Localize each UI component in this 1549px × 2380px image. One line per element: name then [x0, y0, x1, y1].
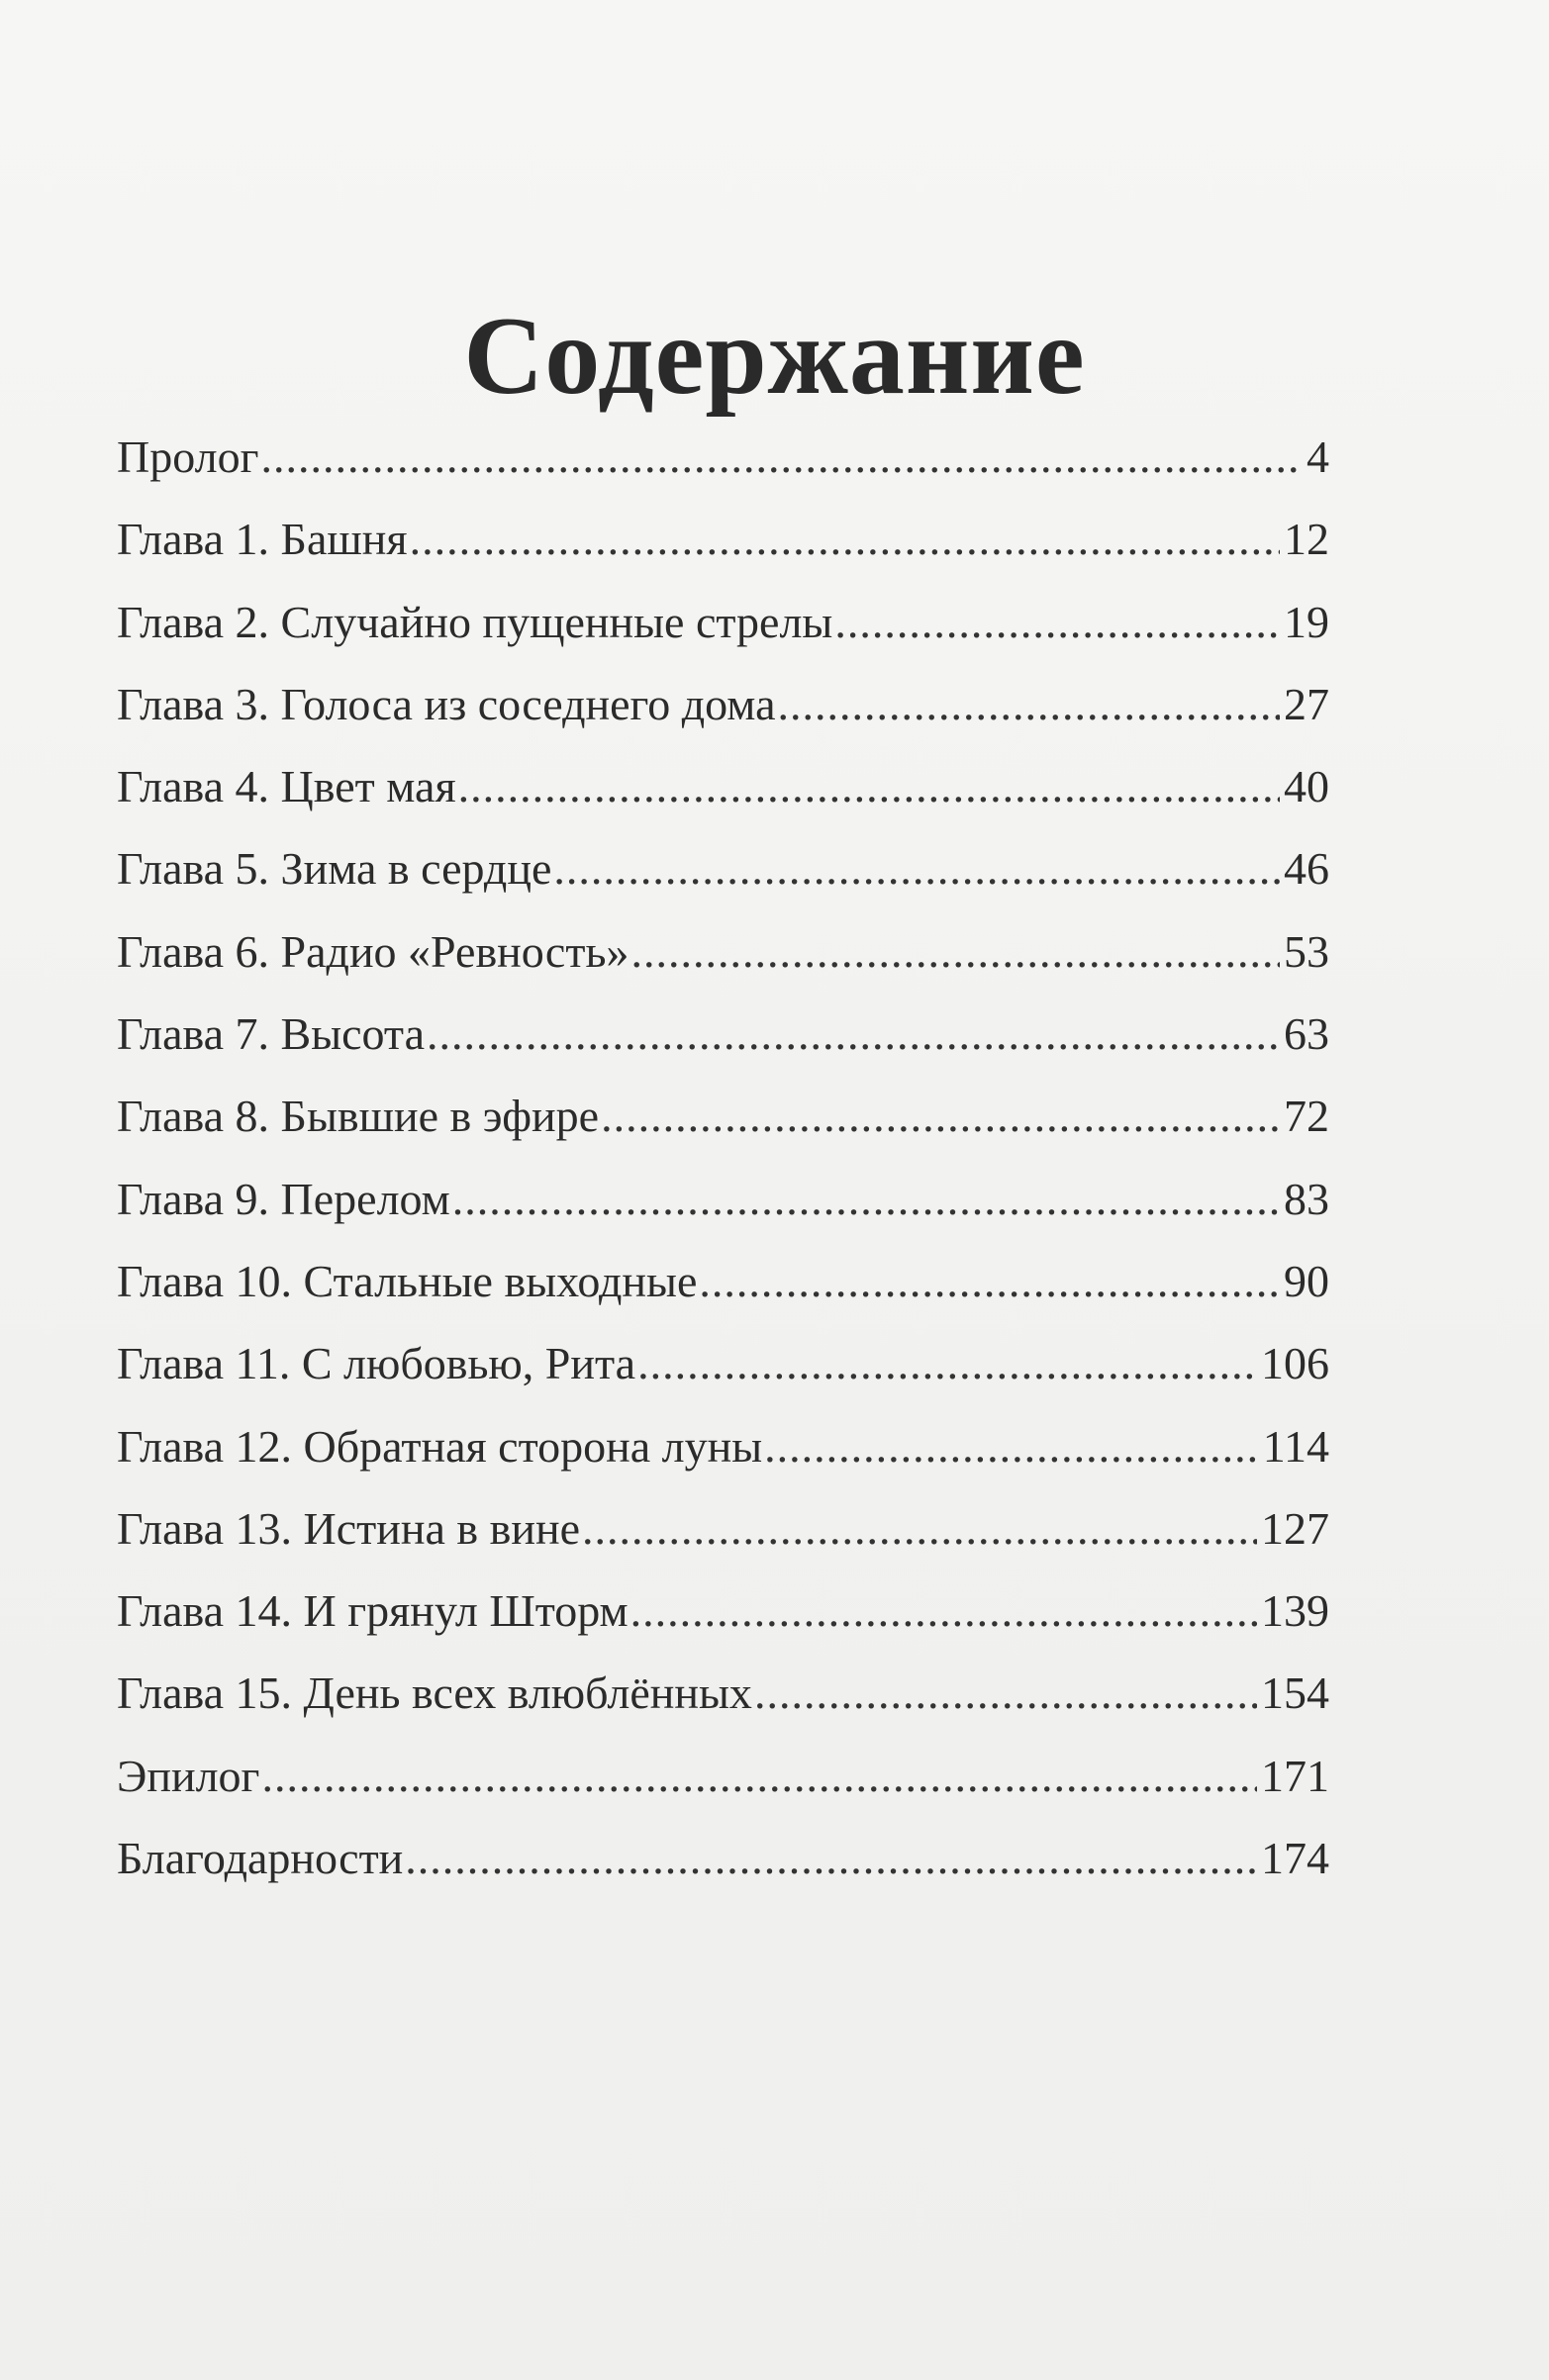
toc-dot-leader	[405, 1817, 1257, 1899]
toc-page-number: 127	[1261, 1502, 1329, 1554]
toc-entry-title: Пролог	[117, 431, 259, 482]
toc-entry-title: Глава 9. Перелом	[117, 1173, 450, 1224]
toc-dot-leader	[764, 1405, 1259, 1487]
toc-entry	[117, 498, 1329, 580]
toc-entry	[117, 1075, 1329, 1157]
toc-dot-leader	[261, 1735, 1257, 1817]
toc-page-number: 171	[1261, 1750, 1329, 1801]
toc-page-number: 4	[1307, 431, 1329, 482]
toc-entry-title: Глава 14. И грянул Шторм	[117, 1585, 629, 1637]
toc-page-number: 154	[1261, 1667, 1329, 1719]
toc-entry	[117, 1322, 1329, 1404]
toc-entry	[117, 993, 1329, 1075]
toc-page-number: 63	[1284, 1008, 1329, 1060]
toc-entry	[117, 1405, 1329, 1487]
toc-entry	[117, 1735, 1329, 1817]
toc-dot-leader	[630, 1570, 1257, 1652]
toc-entry-title: Глава 10. Стальные выходные	[117, 1255, 698, 1306]
toc-entry	[117, 827, 1329, 909]
toc-entry	[117, 745, 1329, 827]
toc-entry-title: Глава 7. Высота	[117, 1008, 426, 1060]
toc-entry-title: Глава 3. Голоса из соседнего дома	[117, 678, 776, 729]
toc-dot-leader	[601, 1075, 1280, 1157]
toc-entry	[117, 663, 1329, 745]
toc-entry-title: Глава 2. Случайно пущенные стрелы	[117, 596, 833, 647]
toc-entry-title: Глава 12. Обратная сторона луны	[117, 1420, 763, 1472]
toc-dot-leader	[778, 663, 1280, 745]
toc-dot-leader	[410, 498, 1280, 580]
toc-page-number: 90	[1284, 1255, 1329, 1306]
toc-page-number: 83	[1284, 1173, 1329, 1224]
toc-dot-leader	[699, 1240, 1280, 1322]
toc-entry	[117, 1158, 1329, 1240]
toc-page-number: 19	[1284, 596, 1329, 647]
toc-page-number: 106	[1261, 1338, 1329, 1389]
toc-dot-leader	[260, 416, 1303, 498]
toc-dot-leader	[637, 1322, 1257, 1404]
toc-page-number: 53	[1284, 925, 1329, 977]
toc-dot-leader	[553, 827, 1280, 909]
toc-entry-title: Глава 13. Истина в вине	[117, 1502, 581, 1554]
toc-entry-title: Глава 11. С любовью, Рита	[117, 1338, 636, 1389]
toc-dot-leader	[427, 993, 1280, 1075]
toc-entry	[117, 1652, 1329, 1734]
toc-entry	[117, 910, 1329, 993]
toc-page-number: 12	[1284, 514, 1329, 565]
toc-dot-leader	[458, 745, 1280, 827]
toc-entry-title: Глава 8. Бывшие в эфире	[117, 1091, 600, 1142]
toc-entry	[117, 1570, 1329, 1652]
toc-page-number: 27	[1284, 678, 1329, 729]
toc-entry	[117, 1487, 1329, 1570]
toc-dot-leader	[834, 581, 1280, 663]
toc-entry-title: Глава 15. День всех влюблённых	[117, 1667, 752, 1719]
toc-entry	[117, 1240, 1329, 1322]
toc-page-number: 139	[1261, 1585, 1329, 1637]
toc-page-number: 40	[1284, 761, 1329, 812]
toc-page-number: 174	[1261, 1833, 1329, 1884]
toc-entry-title: Глава 4. Цвет мая	[117, 761, 456, 812]
toc-dot-leader	[582, 1487, 1257, 1570]
toc-entry-title: Благодарности	[117, 1833, 404, 1884]
toc-entry	[117, 416, 1329, 498]
toc-dot-leader	[630, 910, 1280, 993]
page-title: Содержание	[463, 295, 1086, 419]
toc-entry-title: Глава 6. Радио «Ревность»	[117, 925, 629, 977]
toc-page-number: 46	[1284, 843, 1329, 895]
toc-entry-title: Глава 5. Зима в сердце	[117, 843, 552, 895]
table-of-contents	[117, 416, 1329, 1899]
toc-entry	[117, 581, 1329, 663]
toc-entry-title: Глава 1. Башня	[117, 514, 408, 565]
toc-page-number: 72	[1284, 1091, 1329, 1142]
toc-page-number: 114	[1262, 1420, 1329, 1472]
toc-entry	[117, 1817, 1329, 1899]
toc-dot-leader	[754, 1652, 1257, 1734]
toc-entry-title: Эпилог	[117, 1750, 260, 1801]
toc-dot-leader	[452, 1158, 1280, 1240]
